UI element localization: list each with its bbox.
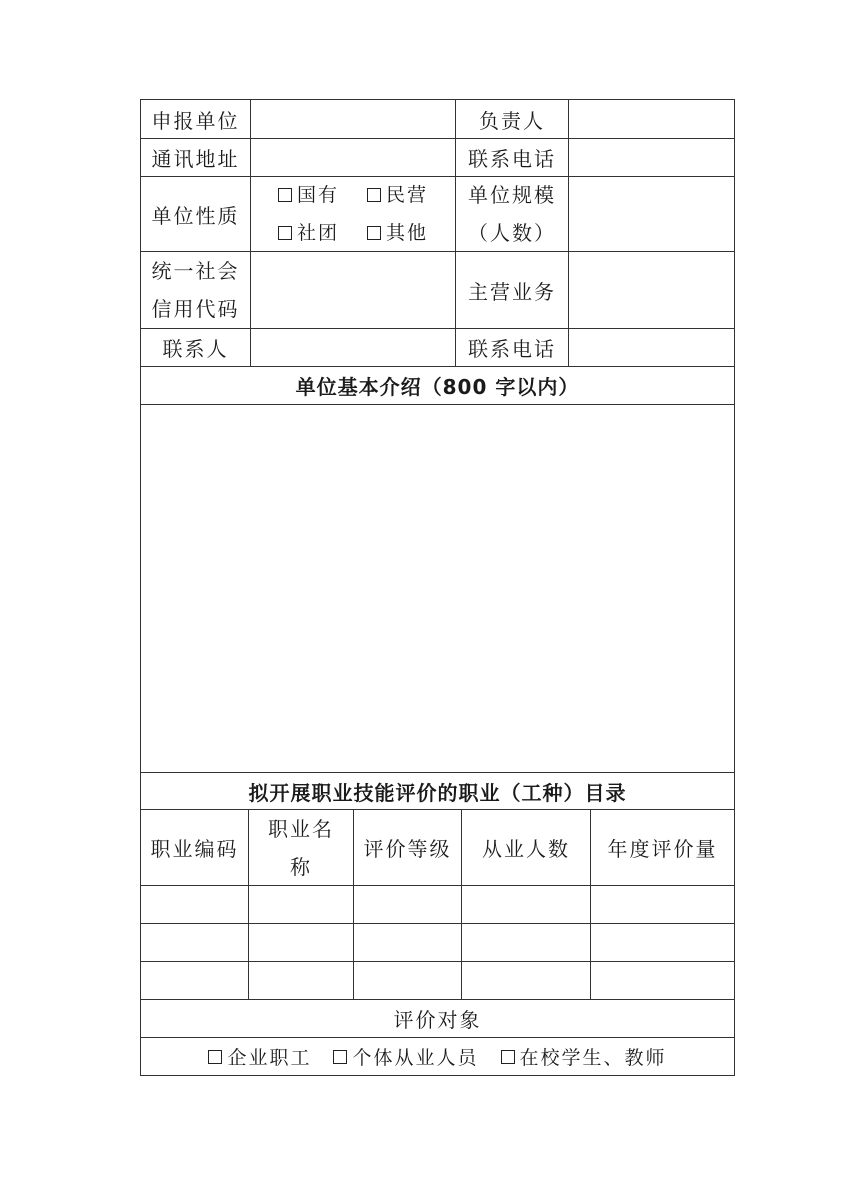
table-cell[interactable] <box>249 962 353 999</box>
applicant-field[interactable] <box>251 100 455 138</box>
table-cell[interactable] <box>354 886 461 923</box>
address-label: 通讯地址 <box>151 147 240 171</box>
principal-label: 负责人 <box>479 108 545 133</box>
contact-label: 联系人 <box>162 337 229 361</box>
table-cell[interactable] <box>591 886 734 923</box>
table-cell[interactable] <box>591 962 734 999</box>
credit-code-label: 统一社会 信用代码 <box>151 259 240 321</box>
principal-field[interactable] <box>569 100 734 138</box>
table-cell[interactable] <box>462 962 590 999</box>
scale-field[interactable] <box>569 177 734 251</box>
scale-label: 单位规模 （人数） <box>468 183 556 245</box>
applicant-label: 申报单位 <box>151 108 240 133</box>
credit-code-field[interactable] <box>251 252 455 328</box>
intro-textarea[interactable] <box>141 405 734 772</box>
target-option-employees[interactable]: 企业职工 <box>208 1043 311 1070</box>
contact-phone-label: 联系电话 <box>468 337 556 361</box>
nature-label: 单位性质 <box>151 203 240 228</box>
header-occupation-name: 职业名 称 <box>268 816 334 879</box>
table-cell[interactable] <box>141 886 248 923</box>
table-cell[interactable] <box>141 924 248 961</box>
nature-options <box>251 177 455 251</box>
checkbox-icon <box>208 1050 222 1064</box>
header-occupation-code: 职业编码 <box>150 837 239 861</box>
header-practitioners: 从业人数 <box>482 837 570 861</box>
nature-option-private[interactable]: 民营 <box>367 176 428 214</box>
address-field[interactable] <box>251 139 455 176</box>
table-cell[interactable] <box>249 886 353 923</box>
rule <box>734 99 735 1076</box>
intro-title: 单位基本介绍（800 字以内） <box>295 375 580 399</box>
phone-field[interactable] <box>569 139 734 176</box>
target-title: 评价对象 <box>393 1008 482 1032</box>
table-cell[interactable] <box>249 924 353 961</box>
phone-label: 联系电话 <box>468 147 556 171</box>
business-label: 主营业务 <box>468 279 556 304</box>
target-option-individuals[interactable]: 个体从业人员 <box>333 1043 478 1070</box>
nature-option-other[interactable]: 其他 <box>367 214 428 252</box>
contact-phone-field[interactable] <box>569 329 734 366</box>
table-cell[interactable] <box>591 924 734 961</box>
table-cell[interactable] <box>462 886 590 923</box>
contact-field[interactable] <box>251 329 455 366</box>
checkbox-icon <box>333 1050 347 1064</box>
header-evaluation-level: 评价等级 <box>363 837 452 861</box>
checkbox-icon <box>501 1050 515 1064</box>
rule <box>140 1075 735 1076</box>
target-options <box>141 1038 734 1075</box>
table-cell[interactable] <box>462 924 590 961</box>
table-cell[interactable] <box>354 924 461 961</box>
header-annual-volume: 年度评价量 <box>607 837 718 861</box>
table-cell[interactable] <box>141 962 248 999</box>
nature-option-state[interactable]: 国有 <box>278 176 339 214</box>
occupations-title: 拟开展职业技能评价的职业（工种）目录 <box>248 780 627 805</box>
business-field[interactable] <box>569 252 734 328</box>
nature-option-association[interactable]: 社团 <box>278 214 339 252</box>
target-option-students-teachers[interactable]: 在校学生、教师 <box>501 1043 667 1070</box>
checkbox-icon <box>367 188 381 202</box>
table-cell[interactable] <box>354 962 461 999</box>
checkbox-icon <box>278 226 292 240</box>
checkbox-icon <box>278 188 292 202</box>
checkbox-icon <box>367 226 381 240</box>
